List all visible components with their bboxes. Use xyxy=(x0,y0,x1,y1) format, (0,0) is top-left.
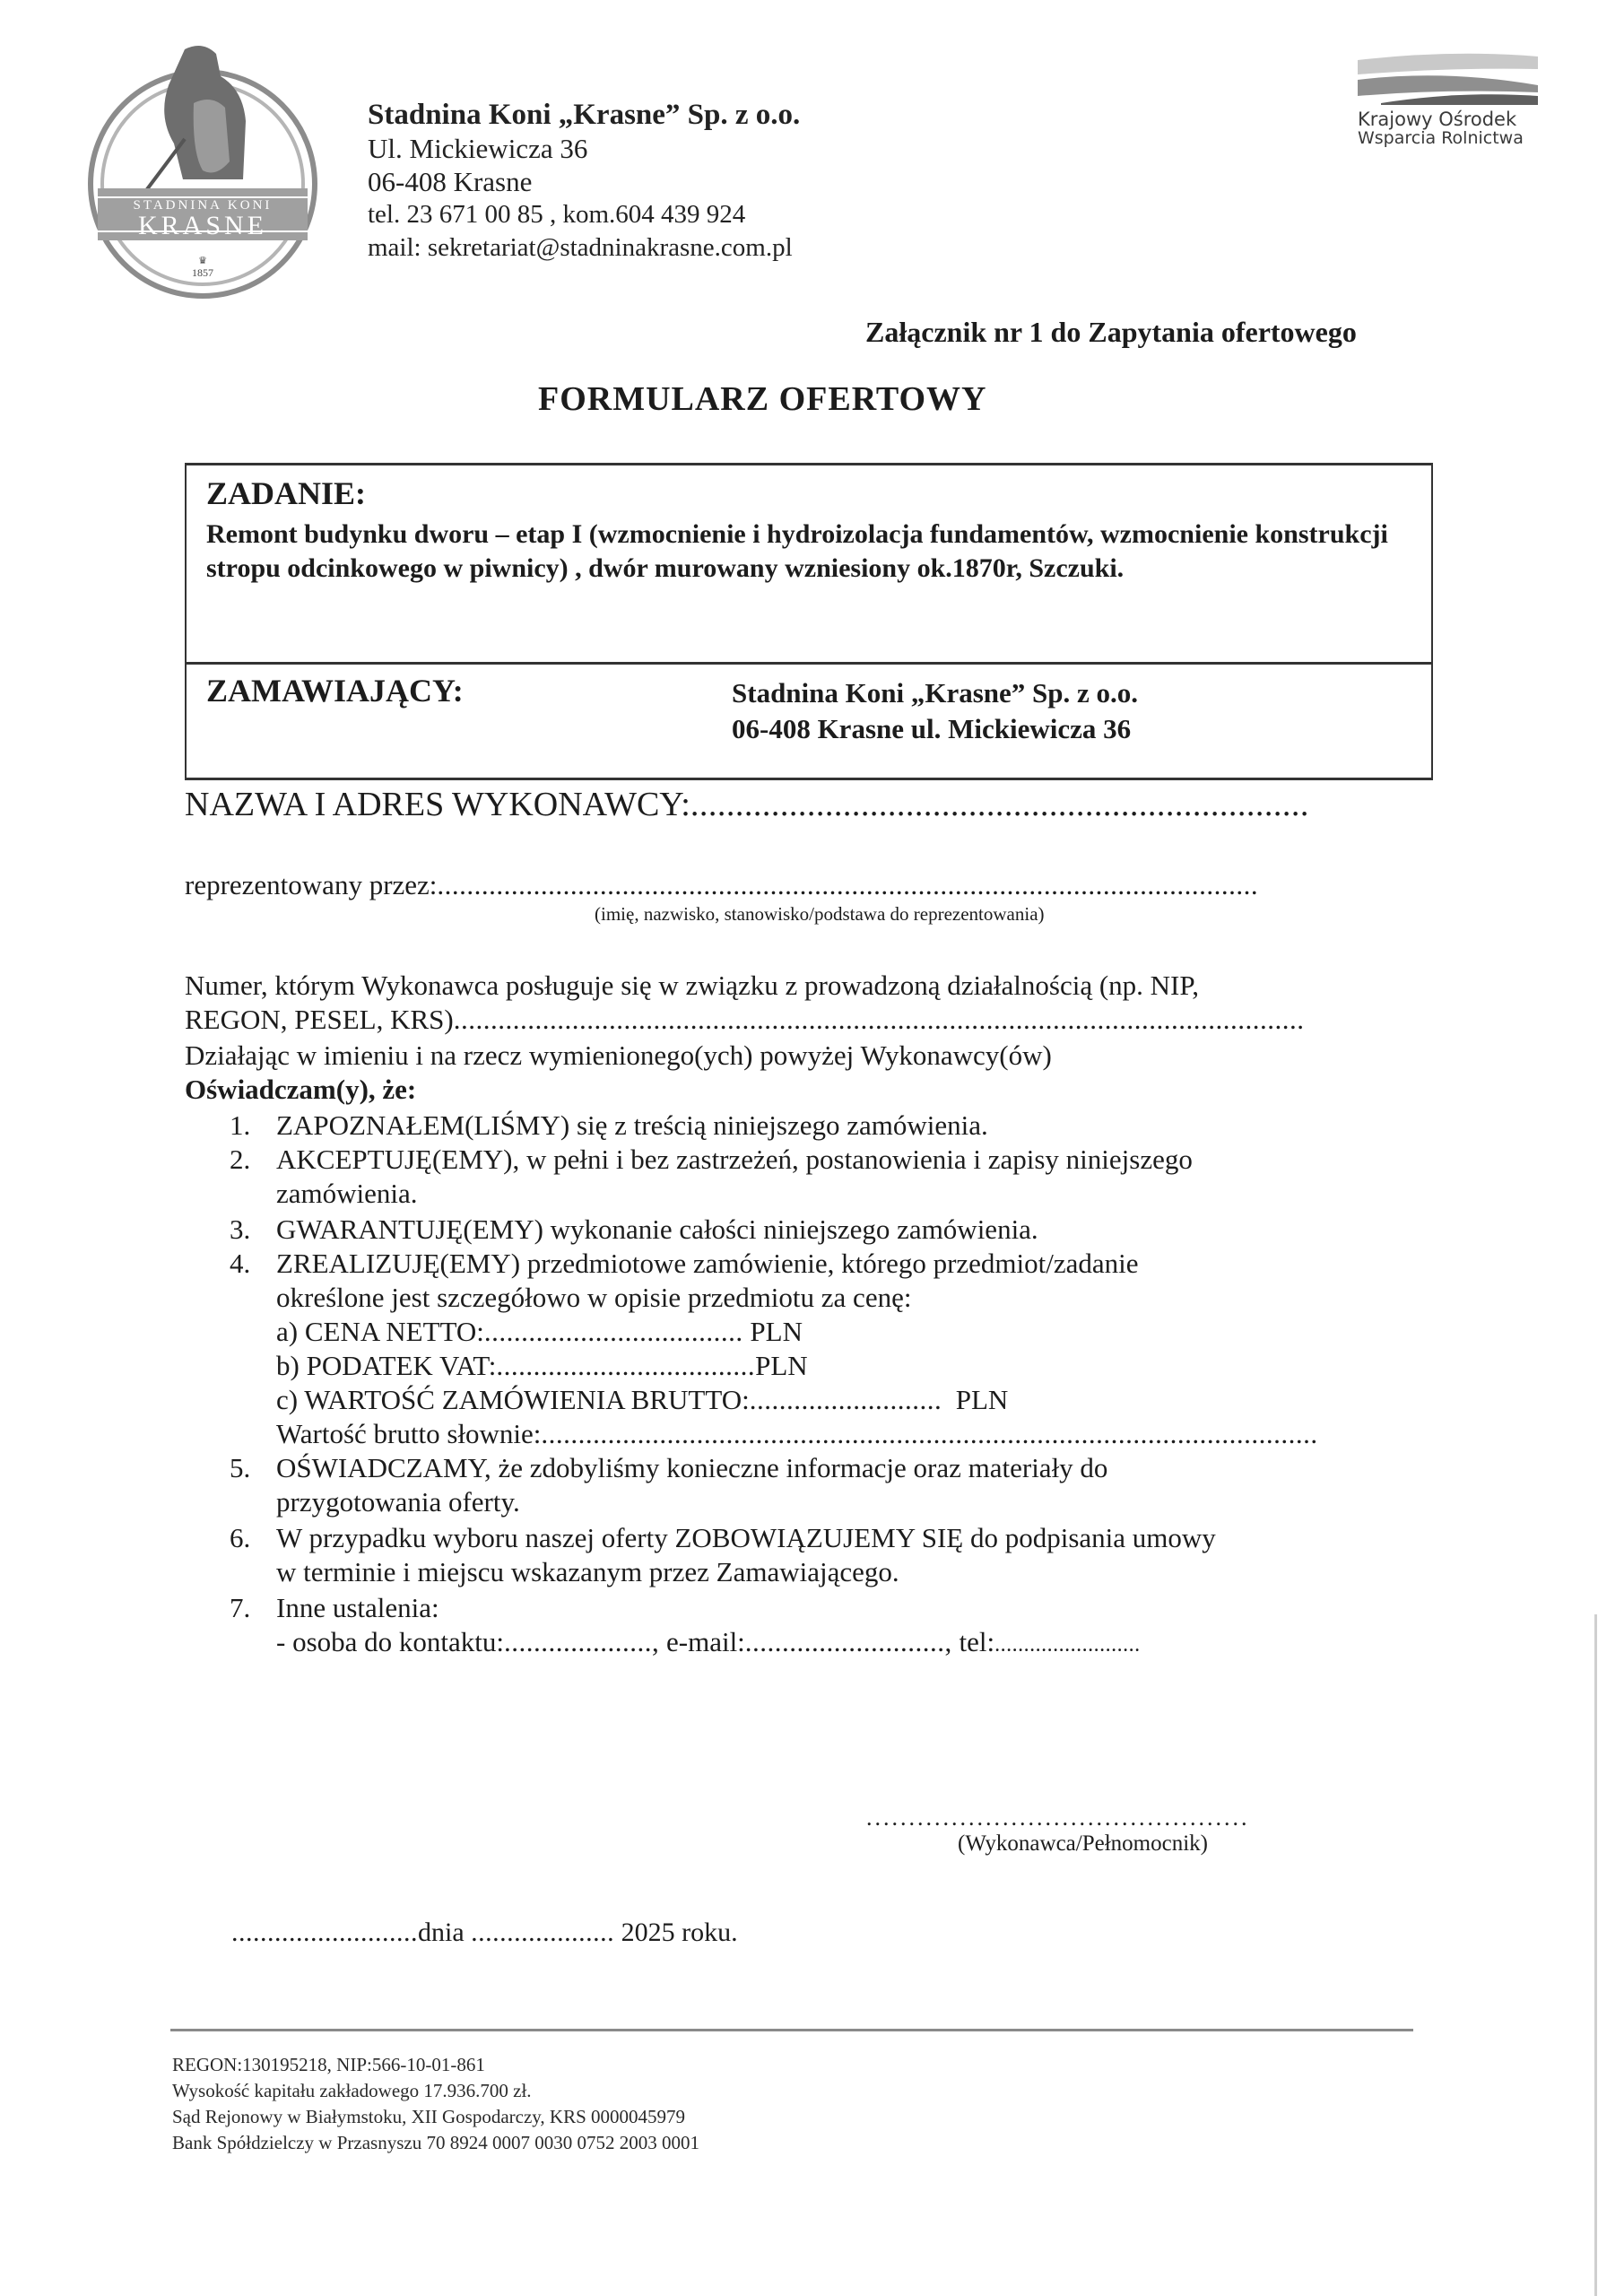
declaration-heading: Oświadczam(y), że: xyxy=(185,1074,417,1105)
contractor-name-label: NAZWA I ADRES WYKONAWCY: xyxy=(185,787,690,822)
place-date-row xyxy=(231,1918,738,1948)
item-text: ZAPOZNAŁEM(LIŚMY) się z treścią niniejszego zamówienia. xyxy=(276,1109,988,1141)
currency-label: PLN xyxy=(955,1384,1009,1415)
contact-tel-field[interactable]: ......................... xyxy=(994,1633,1141,1657)
vat-field[interactable]: ................................... xyxy=(496,1350,756,1381)
item-text: OŚWIADCZAMY, że zdobyliśmy konieczne informacje oraz materiały do xyxy=(276,1452,1108,1483)
gross-price-field[interactable]: .......................... xyxy=(749,1384,942,1415)
item-number: 1. xyxy=(230,1109,251,1141)
represented-hint: (imię, nazwisko, stanowisko/podstawa do reprezentowania) xyxy=(595,903,1045,925)
task-description: Remont budynku dworu – etap I (wzmocnienie i hydroizolacja fundamentów, wzmocnienie konstrukcji stropu odcinkowego w piwnicy) , dwór murowany wzniesiony ok.1870r, Szczuki. xyxy=(206,519,1388,583)
contractor-name-field[interactable]: ..................................................................... xyxy=(690,787,1309,822)
kowr-line2: Wsparcia Rolnictwa xyxy=(1358,128,1524,148)
item-text-continued: przygotowania oferty. xyxy=(276,1486,520,1518)
footer-divider xyxy=(170,2029,1413,2031)
item-number: 6. xyxy=(230,1522,251,1553)
item-text: W przypadku wyboru naszej oferty ZOBOWIĄZUJEMY SIĘ do podpisania umowy xyxy=(276,1522,1216,1553)
svg-text:KRASNE: KRASNE xyxy=(137,211,268,240)
company-name: Stadnina Koni „Krasne” Sp. z o.o. xyxy=(368,99,801,131)
item-number: 3. xyxy=(230,1213,251,1245)
net-price-label: a) CENA NETTO: xyxy=(276,1316,484,1347)
contractor-name-row xyxy=(185,787,1404,822)
signature-label: (Wykonawca/Pełnomocnik) xyxy=(958,1831,1208,1856)
footer xyxy=(172,2052,699,2156)
net-price-field[interactable]: ................................... xyxy=(483,1316,743,1347)
business-number-field[interactable]: ................................................................................................................... xyxy=(453,1004,1305,1035)
annex-label: Załącznik nr 1 do Zapytania ofertowego xyxy=(865,316,1357,348)
item-text: GWARANTUJĘ(EMY) wykonanie całości niniejszego zamówienia. xyxy=(276,1213,1038,1245)
horse-rider-emblem-icon xyxy=(68,36,337,305)
svg-text:1857: 1857 xyxy=(192,266,213,279)
ordering-party-box xyxy=(185,662,1433,780)
business-number-row xyxy=(185,1003,1404,1037)
item-number: 7. xyxy=(230,1592,251,1623)
gross-price-label: c) WARTOŚĆ ZAMÓWIENIA BRUTTO: xyxy=(276,1384,750,1415)
business-number-label-2: REGON, PESEL, KRS) xyxy=(185,1004,454,1035)
ordering-party-address: 06-408 Krasne ul. Mickiewicza 36 xyxy=(732,713,1132,744)
contact-row xyxy=(276,1625,1141,1662)
footer-regon-nip: REGON:130195218, NIP:566-10-01-861 xyxy=(172,2054,485,2075)
svg-text:STADNINA KONI: STADNINA KONI xyxy=(133,198,273,213)
company-city: 06-408 Krasne xyxy=(368,166,533,197)
company-header xyxy=(368,99,800,265)
company-email: mail: sekretariat@stadninakrasne.com.pl xyxy=(368,233,793,262)
contact-person-label: - osoba do kontaktu: xyxy=(276,1626,504,1657)
company-phone: tel. 23 671 00 85 , kom.604 439 924 xyxy=(368,200,746,229)
date-field[interactable]: .................... xyxy=(471,1918,615,1947)
place-field[interactable]: .......................... xyxy=(231,1918,418,1947)
contact-email-field[interactable]: ..........................., xyxy=(744,1626,952,1657)
item-text-continued: określone jest szczegółowo w opisie przedmiotu za cenę: xyxy=(276,1282,912,1313)
item-number: 5. xyxy=(230,1452,251,1483)
scan-edge-line xyxy=(1594,1614,1597,2296)
gross-in-words-row xyxy=(276,1417,1404,1451)
page-title: FORMULARZ OFERTOWY xyxy=(538,380,987,418)
represented-field[interactable]: ............................................................................................................... xyxy=(437,869,1259,900)
year-label: 2025 roku. xyxy=(621,1918,738,1947)
contact-person-field[interactable]: ...................., xyxy=(504,1626,660,1657)
currency-label: PLN xyxy=(755,1350,808,1381)
footer-bank: Bank Spółdzielczy w Przasnyszu 70 8924 0007 0030 0752 2003 0001 xyxy=(172,2132,699,2153)
company-street: Ul. Mickiewicza 36 xyxy=(368,133,588,164)
vat-label: b) PODATEK VAT: xyxy=(276,1350,497,1381)
footer-court: Sąd Rejonowy w Białymstoku, XII Gospodarczy, KRS 0000045979 xyxy=(172,2106,686,2127)
kowr-logo xyxy=(1345,49,1560,157)
gross-in-words-field[interactable]: ......................................................................................................... xyxy=(541,1418,1318,1449)
represented-row xyxy=(185,868,1404,902)
net-price-row xyxy=(276,1315,803,1349)
gross-price-row xyxy=(276,1383,1008,1417)
footer-capital: Wysokość kapitału zakładowego 17.936.700 zł. xyxy=(172,2080,532,2101)
svg-text:♛: ♛ xyxy=(198,256,207,266)
kowr-waves-icon xyxy=(1345,49,1560,112)
vat-row xyxy=(276,1349,808,1383)
item-text: AKCEPTUJĘ(EMY), w pełni i bez zastrzeżeń, postanowienia i zapisy niniejszego xyxy=(276,1144,1193,1175)
business-number-label: Numer, którym Wykonawca posługuje się w związku z prowadzoną działalnością (np. NIP, xyxy=(185,970,1199,1001)
ordering-party-label: ZAMAWIAJĄCY: xyxy=(206,673,464,709)
day-label: dnia xyxy=(418,1918,465,1947)
item-text-continued: zamówienia. xyxy=(276,1178,418,1209)
currency-label: PLN xyxy=(750,1316,803,1347)
item-number: 2. xyxy=(230,1144,251,1175)
item-text: ZREALIZUJĘ(EMY) przedmiotowe zamówienie, którego przedmiot/zadanie xyxy=(276,1248,1139,1279)
item-text-continued: w terminie i miejscu wskazanym przez Zamawiającego. xyxy=(276,1556,899,1587)
task-box xyxy=(185,463,1433,665)
acting-on-behalf: Działając w imieniu i na rzecz wymienionego(ych) powyżej Wykonawcy(ów) xyxy=(185,1039,1052,1071)
ordering-party-name: Stadnina Koni „Krasne” Sp. z o.o. xyxy=(732,677,1139,709)
item-number: 4. xyxy=(230,1248,251,1279)
task-label: ZADANIE: xyxy=(206,475,367,511)
kowr-line1: Krajowy Ośrodek xyxy=(1358,109,1517,130)
represented-label: reprezentowany przez: xyxy=(185,869,438,900)
item-text: Inne ustalenia: xyxy=(276,1592,439,1623)
contact-email-label: e-mail: xyxy=(666,1626,745,1657)
gross-in-words-label: Wartość brutto słownie: xyxy=(276,1418,542,1449)
signature-field[interactable]: ............................................. xyxy=(866,1805,1250,1831)
stadnina-krasne-logo xyxy=(68,36,337,305)
contact-tel-label: tel: xyxy=(959,1626,995,1657)
